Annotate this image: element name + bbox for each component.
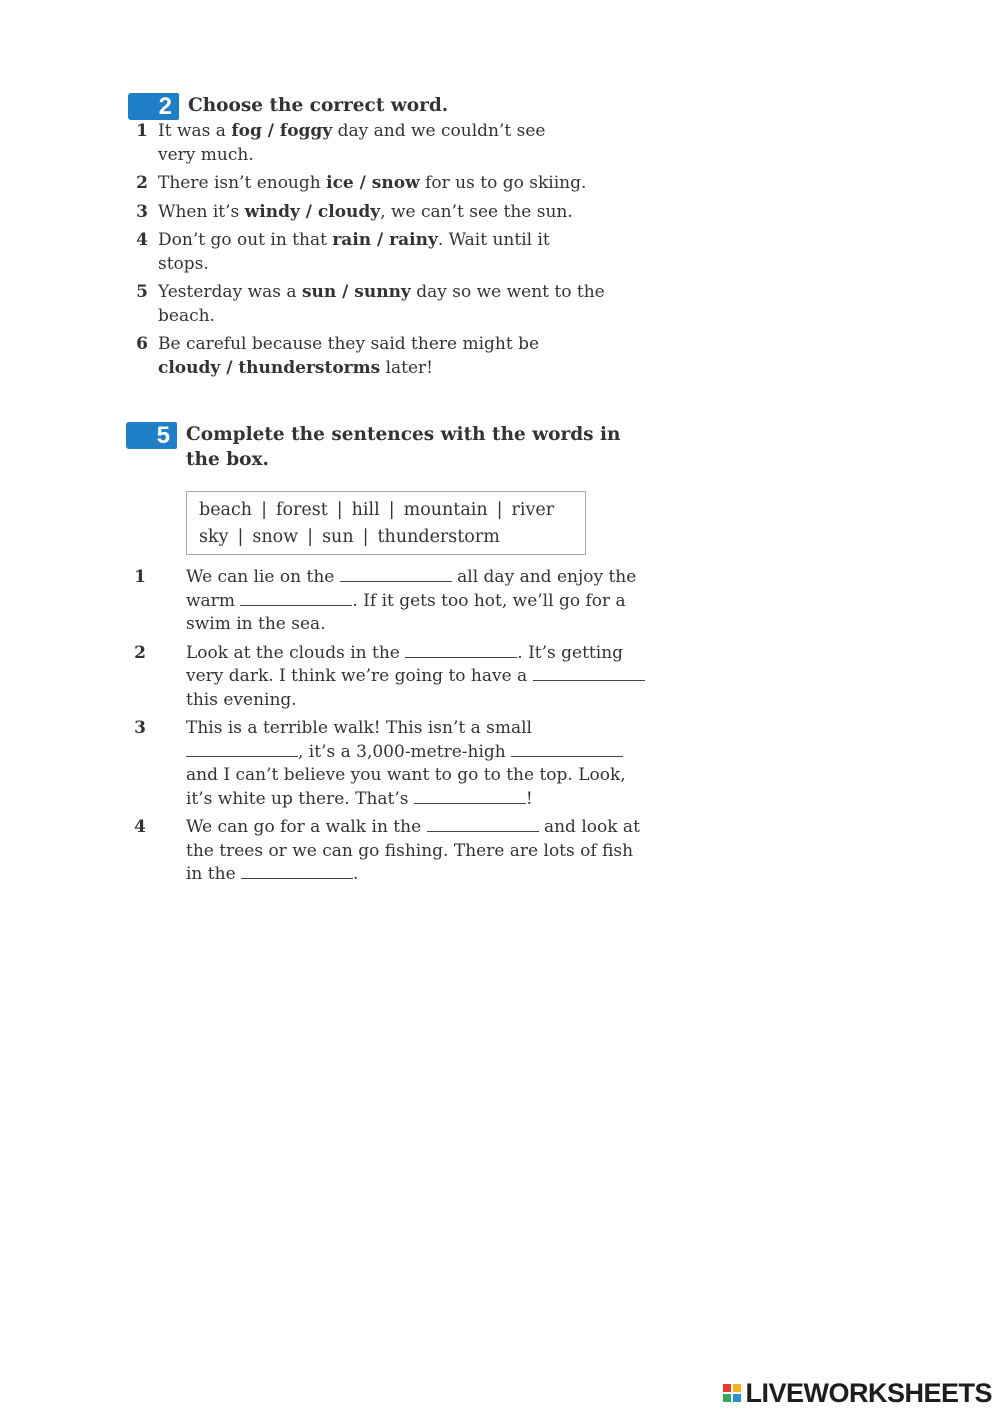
list-item: 3 This is a terrible walk! This isn’t a small , it’s a 3,000-metre-high and I can’t believe you want to go to the top. Look, it’s white up there. That’s !: [126, 717, 646, 811]
exercise-2: [128, 93, 648, 380]
exercise-number-badge: 5: [126, 422, 174, 449]
liveworksheets-logo[interactable]: [723, 1378, 992, 1408]
exercise-5-items: [126, 566, 646, 887]
word-choice[interactable]: fog / foggy: [231, 121, 333, 141]
item-number: 3: [136, 201, 148, 222]
list-item: 3 When it’s windy / cloudy, we can’t see the sun.: [128, 201, 643, 225]
answer-blank[interactable]: [427, 818, 539, 832]
word-box-row: beach | forest | hill | mountain | river: [199, 500, 555, 520]
list-item: 1 We can lie on the all day and enjoy the warm . If it gets too hot, we’ll go for a swim in the sea.: [126, 566, 646, 637]
exercise-title: Complete the sentences with the words in the box.: [186, 424, 621, 470]
list-item: 6 Be careful because they said there might be cloudy / thunderstorms later!: [128, 333, 643, 380]
exercise-5-header: [126, 422, 646, 474]
logo-square: [723, 1394, 731, 1402]
word-choice[interactable]: ice / snow: [326, 173, 420, 193]
word-choice[interactable]: cloudy / thunderstorms: [158, 357, 381, 378]
list-item: 1 It was a fog / foggy day and we couldn’t see very much.: [128, 120, 643, 167]
answer-blank[interactable]: [240, 592, 352, 606]
word-box-row: sky | snow | sun | thunderstorm: [199, 527, 500, 547]
item-number: 4: [136, 230, 148, 250]
item-number: 6: [136, 334, 148, 354]
answer-blank[interactable]: [533, 667, 645, 681]
list-item: 4 Don’t go out in that rain / rainy. Wait until it stops.: [128, 229, 643, 276]
exercise-2-items: [128, 120, 643, 380]
item-number: 2: [134, 642, 146, 663]
item-number: 1: [136, 121, 148, 141]
exercise-5: [126, 422, 646, 474]
list-item: 2 Look at the clouds in the . It’s getting very dark. I think we’re going to have a this evening.: [126, 642, 646, 713]
answer-blank[interactable]: [241, 865, 353, 879]
logo-square: [733, 1384, 741, 1392]
logo-square: [723, 1384, 731, 1392]
word-choice[interactable]: sun / sunny: [301, 282, 411, 302]
list-item: 4 We can go for a walk in the and look at the trees or we can go fishing. There are lots of fish in the .: [126, 816, 646, 887]
item-number: 4: [134, 817, 146, 837]
logo-text: LIVEWORKSHEETS: [745, 1377, 992, 1408]
item-number: 2: [136, 173, 148, 193]
logo-square: [733, 1394, 741, 1402]
word-choice[interactable]: rain / rainy: [332, 230, 438, 250]
answer-blank[interactable]: [414, 790, 526, 804]
list-item: 5 Yesterday was a sun / sunny day so we went to the beach.: [128, 281, 643, 328]
answer-blank[interactable]: [186, 743, 298, 757]
exercise-2-header: [128, 93, 648, 123]
item-number: 3: [134, 718, 146, 738]
exercise-title: Choose the correct word.: [188, 95, 449, 116]
list-item: 2 There isn’t enough ice / snow for us to go skiing.: [128, 172, 643, 196]
item-number: 1: [134, 567, 146, 587]
exercise-number-badge: 2: [128, 93, 176, 120]
answer-blank[interactable]: [511, 743, 623, 757]
answer-blank[interactable]: [340, 568, 452, 582]
word-box: [186, 491, 586, 555]
answer-blank[interactable]: [405, 644, 517, 658]
item-number: 5: [136, 282, 148, 302]
word-choice[interactable]: windy / cloudy: [244, 201, 381, 222]
logo-icon: [723, 1384, 741, 1402]
exercise-5-body: [126, 566, 646, 887]
